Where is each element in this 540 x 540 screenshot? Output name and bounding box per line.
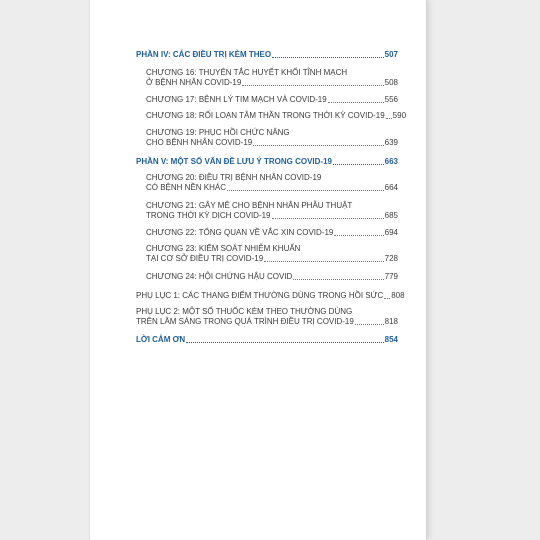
dot-leader	[253, 145, 383, 146]
toc-appendix-2	[136, 307, 398, 327]
book-page	[90, 0, 426, 540]
toc-page-number: 556	[384, 95, 398, 104]
toc-chapter-16	[146, 68, 398, 88]
toc-acknowledgements	[136, 335, 398, 345]
toc-title-line2: CÓ BỆNH NỀN KHÁC	[146, 183, 227, 192]
dot-leader	[384, 298, 390, 299]
toc-chapter-19	[146, 128, 398, 148]
dot-leader	[355, 324, 384, 325]
toc-title: CHƯƠNG 24: HỘI CHỨNG HẬU COVID	[146, 272, 293, 281]
toc-title-line2: Ở BỆNH NHÂN COVID-19	[146, 78, 242, 87]
toc-page-number: 508	[384, 78, 398, 87]
toc-page-number: 685	[384, 211, 398, 220]
toc-page-number: 663	[384, 157, 398, 166]
toc-page-number: 694	[384, 228, 398, 237]
toc-page-number: 639	[384, 138, 398, 147]
toc-title-line1: CHƯƠNG 19: PHỤC HỒI CHỨC NĂNG	[146, 128, 290, 137]
toc-page-number: 664	[384, 183, 398, 192]
toc-title-line2: TRONG THỜI KỲ DỊCH COVID-19	[146, 211, 271, 220]
toc-chapter-17	[146, 95, 398, 105]
dot-leader	[334, 235, 383, 236]
dot-leader	[386, 118, 392, 119]
toc-title-line2: CHO BỆNH NHÂN COVID-19	[146, 138, 253, 147]
dot-leader	[242, 85, 383, 86]
toc-title-line1: PHỤ LỤC 2: MỘT SỐ THUỐC KÈM THEO THƯỜNG DÙNG	[136, 307, 353, 316]
dot-leader	[272, 218, 384, 219]
dot-leader	[186, 342, 383, 343]
dot-leader	[293, 279, 383, 280]
toc-title: LỜI CẢM ƠN	[136, 335, 186, 344]
toc-title: CHƯƠNG 22: TỔNG QUAN VỀ VẮC XIN COVID-19	[146, 228, 334, 237]
toc-title-line2: TẠI CƠ SỞ ĐIỀU TRỊ COVID-19	[146, 254, 264, 263]
toc-page-number: 590	[392, 111, 407, 120]
toc-title-line2: TRÊN LÂM SÀNG TRONG QUÁ TRÌNH ĐIỀU TRỊ COVID-19	[136, 317, 354, 326]
toc-part-5	[136, 157, 398, 167]
dot-leader	[272, 57, 384, 58]
toc-title: CHƯƠNG 18: RỐI LOẠN TÂM THẦN TRONG THỜI KỲ COVID-19	[146, 111, 385, 120]
toc-chapter-21	[146, 201, 398, 221]
toc-page-number: 808	[391, 291, 405, 300]
toc-title-line1: CHƯƠNG 20: ĐIỀU TRỊ BỆNH NHÂN COVID-19	[146, 173, 322, 182]
toc-chapter-18	[146, 111, 407, 121]
toc-page-number: 818	[384, 317, 398, 326]
toc-title: PHỤ LỤC 1: CÁC THANG ĐIỂM THƯỜNG DÙNG TRONG HỒI SỨC	[136, 291, 384, 300]
toc-part-4	[136, 50, 398, 60]
toc-page-number: 779	[384, 272, 398, 281]
toc-title-line1: CHƯƠNG 23: KIỂM SOÁT NHIỄM KHUẨN	[146, 244, 301, 253]
toc-chapter-22	[146, 228, 398, 238]
toc-title: CHƯƠNG 17: BỆNH LÝ TIM MẠCH VÀ COVID-19	[146, 95, 327, 104]
toc-page-number: 507	[384, 50, 398, 59]
toc-page-number: 854	[384, 335, 398, 344]
toc-title-line1: CHƯƠNG 16: THUYÊN TẮC HUYẾT KHỐI TĨNH MẠCH	[146, 68, 348, 77]
toc-title-line1: CHƯƠNG 21: GÂY MÊ CHO BỆNH NHÂN PHẪU THUẬT	[146, 201, 353, 210]
toc-chapter-23	[146, 244, 398, 264]
dot-leader	[328, 102, 384, 103]
toc-title: PHẦN IV: CÁC ĐIỀU TRỊ KÈM THEO	[136, 50, 272, 59]
dot-leader	[264, 261, 383, 262]
toc-title: PHẦN V: MỘT SỐ VẤN ĐỀ LƯU Ý TRONG COVID-19	[136, 157, 332, 166]
toc-chapter-20	[146, 173, 398, 193]
dot-leader	[333, 164, 384, 165]
toc-appendix-1	[136, 291, 405, 301]
toc-chapter-24	[146, 272, 398, 282]
dot-leader	[227, 190, 384, 191]
toc-page-number: 728	[384, 254, 398, 263]
